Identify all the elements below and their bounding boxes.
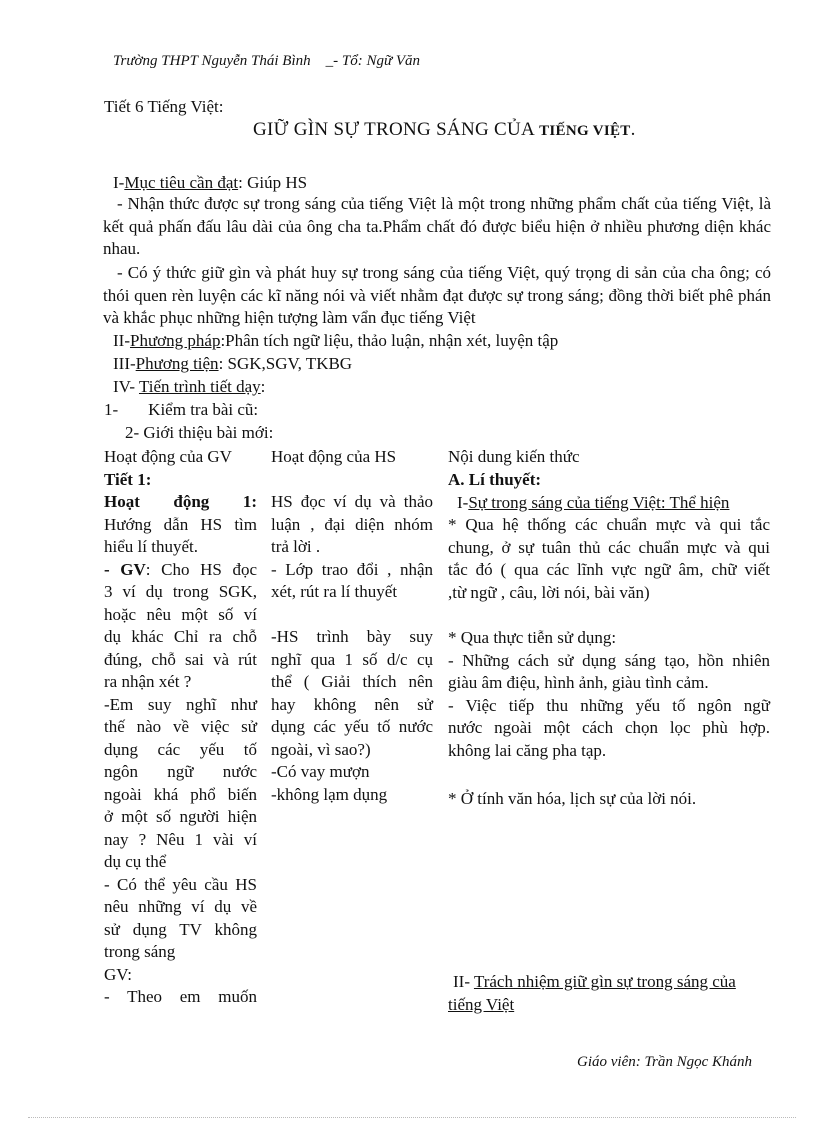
content-section-2-heading: II- Trách nhiệm giữ gìn sự trong sáng của tiếng Việt xyxy=(448,972,736,1014)
period-label: Tiết 1: xyxy=(104,470,152,489)
school-header xyxy=(113,53,420,70)
section-process: IV- Tiến trình tiết dạy: xyxy=(113,377,266,396)
step-2: 2- Giới thiệu bài mới: xyxy=(125,423,274,442)
lesson-label: Tiết 6 Tiếng Việt: xyxy=(104,97,224,116)
col-header-student: Hoạt động của HS xyxy=(271,447,397,466)
department-name: _- Tổ: Ngữ Văn xyxy=(325,53,421,69)
student-column: HS đọc ví dụ và thảo luận , đại diện nhóm trả lời . - Lớp trao đổi , nhận xét, rút ra lí thuyết -HS trình bày suy nghĩ qua 1 số d/c cụ thể ( Giải thích nên hay không nên sử dụng các yếu tố nước ngoài, vì sao?) -Có vay mượn -không lạm dụng xyxy=(271,492,433,804)
objective-paragraph-2: - Có ý thức giữ gìn và phát huy sự trong sáng của tiếng Việt, quý trọng di sản của cha ông; có thói quen rèn luyện các kĩ năng nói và viết nhằm đạt được sự trong sáng; đồng thời biết phê phán và khắc phục những hiện tượng làm vẩn đục tiếng Việt xyxy=(103,263,771,327)
section-method: II-Phương pháp:Phân tích ngữ liệu, thảo luận, nhận xét, luyện tập xyxy=(113,331,559,350)
content-culture-line: * Ở tính văn hóa, lịch sự của lời nói. xyxy=(448,789,697,808)
content-column-b: * Qua thực tiễn sử dụng: - Những cách sử dụng sáng tạo, hồn nhiên giàu âm điệu, hình ảnh, giàu tình cảm. - Việc tiếp thu những yếu tố ngôn ngữ nước ngoài một cách chọn lọc phù hợp. không lai căng pha tạp. xyxy=(448,628,770,760)
content-column-a: * Qua hệ thống các chuẩn mực và qui tắc chung, ở sự tuân thủ các chuẩn mực và qui tắc đó ( qua các lĩnh vực ngữ âm, chữ viết ,từ ngữ , câu, lời nói, bài văn) xyxy=(448,515,770,602)
objective-paragraph-1: - Nhận thức được sự trong sáng của tiếng Việt là một trong những phẩm chất của tiếng Việt, là kết quả phấn đấu lâu dài của ông cha ta.Phẩm chất đó được biểu hiện ở nhiều phương diện khác nhau. xyxy=(103,194,771,258)
theory-heading: A. Lí thuyết: xyxy=(448,470,542,489)
teacher-column: Hoạt động 1: Hướng dẫn HS tìm hiểu lí thuyết. - GV: Cho HS đọc 3 ví dụ trong SGK, hoặc nêu một số ví dụ khác Chỉ ra chỗ đúng, chỗ sai và rút ra nhận xét ? -Em suy nghĩ như thế nào về việc sử dụng các yếu tố ngôn ngữ nước ngoài khá phổ biến ở một số người hiện nay ? Nêu 1 vài ví dụ cụ thể - Có thể yêu cầu HS nêu những ví dụ về sử dụng TV không trong sáng GV: - Theo em muốn xyxy=(104,492,257,1006)
activity-1-label: Hoạt động 1: xyxy=(104,492,257,511)
section-objectives: I-Mục tiêu cần đạt: Giúp HS xyxy=(113,173,308,192)
content-section-1-heading: I-Sự trong sáng của tiếng Việt: Thể hiện xyxy=(457,493,730,512)
page-bottom-divider xyxy=(28,1117,796,1118)
step-1: 1- Kiểm tra bài cũ: xyxy=(104,400,259,419)
col-header-teacher: Hoạt động của GV xyxy=(104,447,232,466)
teacher-signature: Giáo viên: Trần Ngọc Khánh xyxy=(577,1054,752,1070)
col-header-content: Nội dung kiến thức xyxy=(448,447,580,466)
page-title: GIỮ GÌN SỰ TRONG SÁNG CỦA TIẾNG VIỆT. xyxy=(253,119,636,140)
section-materials: III-Phương tiện: SGK,SGV, TKBG xyxy=(113,354,353,373)
school-name: Trường THPT Nguyễn Thái Bình xyxy=(113,53,311,69)
